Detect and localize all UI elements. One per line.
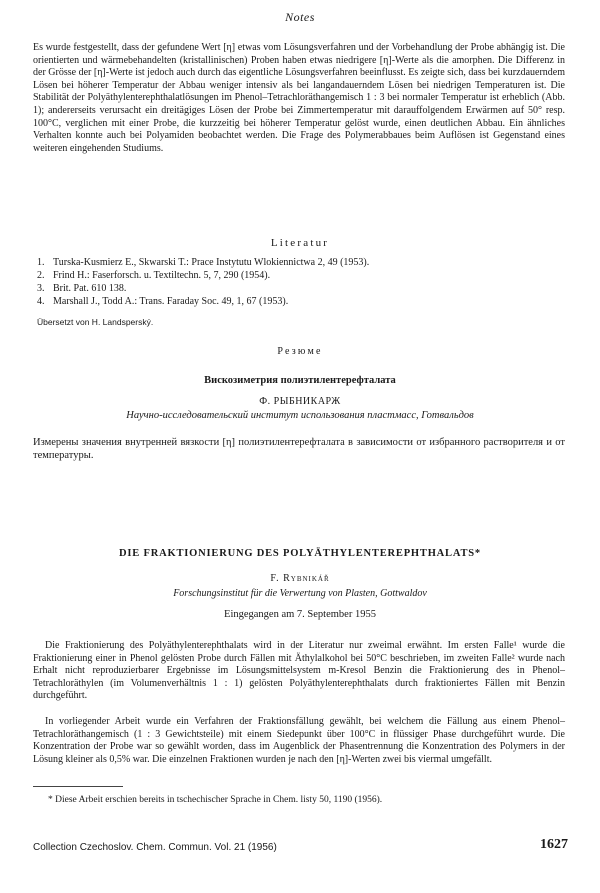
resume-author: Ф. РЫБНИКАРЖ	[259, 396, 341, 407]
resume-institute: Научно-исследовательский институт использования пластмасс, Готвальдов	[126, 410, 474, 421]
reference-item	[37, 282, 565, 295]
resume-heading: Резюме	[277, 346, 323, 357]
translator-note: Übersetzt von H. Landsperský.	[37, 317, 154, 327]
reference-text: Frind H.: Faserforsch. u. Textiltechn. 5, 7, 290 (1954).	[53, 270, 271, 281]
article-paragraph-2: In vorliegender Arbeit wurde ein Verfahren der Fraktionsfällung gewählt, bei welchem die Fällung aus einem Phenol–Tetrachloräthangemisch (1 : 3 Gewichtsteile) mit einem Siedepunkt über 100°C in flüssiger Phase durchgeführt wurde. Die Konzentration der Probe war so gewählt worden, dass im Augenblick der Phasentrennung die Konzentration des Polymers in der Lösung kleiner als 0,5% war. Die einzelnen Fraktionen wurden je nach den [η]-Werten zwei bis viermal umgefällt.	[33, 716, 565, 765]
resume-title: Вискозиметрия полиэтилентерефталата	[204, 375, 396, 386]
article-paragraph-1: Die Fraktionierung des Polyäthylenterephthalats wird in der Literatur nur zweimal erwähnt. Im ersten Falle¹ wurde die Fraktionierung einer in Phenol gelösten Probe durch Fällen mit Äthylalkohol bei 50°C beschrieben, im zweiten Falle² wurde nach Erhalt nicht reproduzierbarer Ergebnisse im Lösungsmittelsystem m-Kresol Benzin die Fraktionierung des in Phenol–Tetrachloräthylen (im Volumenverhältnis 1 : 1) gelösten Polyäthylenterephthalats durch fraktioniertes Fällen mit Benzin durchgeführt.	[33, 640, 565, 702]
article-author: F. Rybnikář	[270, 573, 330, 584]
running-head: Notes	[285, 10, 315, 24]
intro-paragraph: Es wurde festgestellt, dass der gefundene Wert [η] etwas vom Lösungsverfahren und der Vorbehandlung der Probe abhängig ist. Die orientierten und wärmebehandelten (kristallinischen) Proben haben etwas niedrigere [η]-Werte als die amorphen. Die Differenz in der Grösse der [η]-Werte ist jedoch auch durch das eigentliche Lösungsverfahren beeinflusst. Es zeigte sich, dass bei kurzdauerndem Lösen bei höherer Temperatur der Abbau weniger intensiv als bei langandauerndem Lösen bei niedrigen Temperaturen ist. Die Stabilität der Polyäthylenterephthalatlösungen im Phenol–Tetrachloräthangemisch 1 : 3 bei normaler Temperatur ist erheblich (Abb. 1); andererseits verursacht ein dreitägiges Lösen der Probe bei Zimmertemperatur mit darauffolgendem Erwärmen auf 50° resp. 100°C, verglichen mit einer Probe, die kurzzeitig bei höherer Temperatur gelöst wurde, einen deutlichen Abbau. Ein ähnliches Verhalten konnte auch bei Polyamiden beobachtet werden. Die Frage des Polymerabbaues beim Auflösen ist Gegenstand eines weiteren eingehenden Studiums.	[33, 42, 565, 154]
reference-text: Turska-Kusmierz E., Skwarski T.: Prace Instytutu Wlokiennictwa 2, 49 (1953).	[53, 257, 370, 268]
reference-item	[37, 256, 565, 269]
article-title: DIE FRAKTIONIERUNG DES POLYÄTHYLENTEREPHTHALATS*	[119, 548, 481, 559]
reference-item	[37, 269, 565, 282]
reference-number: 3.	[37, 283, 45, 294]
reference-number: 4.	[37, 296, 45, 307]
reference-number: 2.	[37, 270, 45, 281]
resume-text: Измерены значения внутренней вязкости [η] полиэтилентерефталата в зависимости от избранного растворителя и от температуры.	[33, 437, 565, 461]
reference-item	[37, 295, 565, 308]
page-number: 1627	[540, 837, 568, 852]
article-institute: Forschungsinstitut für die Verwertung von Plasten, Gottwaldov	[173, 588, 427, 599]
footnote-divider	[33, 786, 123, 787]
reference-number: 1.	[37, 257, 45, 268]
journal-footer: Collection Czechoslov. Chem. Commun. Vol. 21 (1956)	[33, 842, 277, 853]
article-footnote: * Diese Arbeit erschien bereits in tschechischer Sprache in Chem. listy 50, 1190 (1956).	[48, 795, 383, 805]
reference-text: Brit. Pat. 610 138.	[53, 283, 127, 294]
article-received: Eingegangen am 7. September 1955	[224, 609, 376, 620]
reference-text: Marshall J., Todd A.: Trans. Faraday Soc. 49, 1, 67 (1953).	[53, 296, 289, 307]
reference-list	[37, 256, 565, 308]
literature-heading: Literatur	[270, 237, 330, 249]
